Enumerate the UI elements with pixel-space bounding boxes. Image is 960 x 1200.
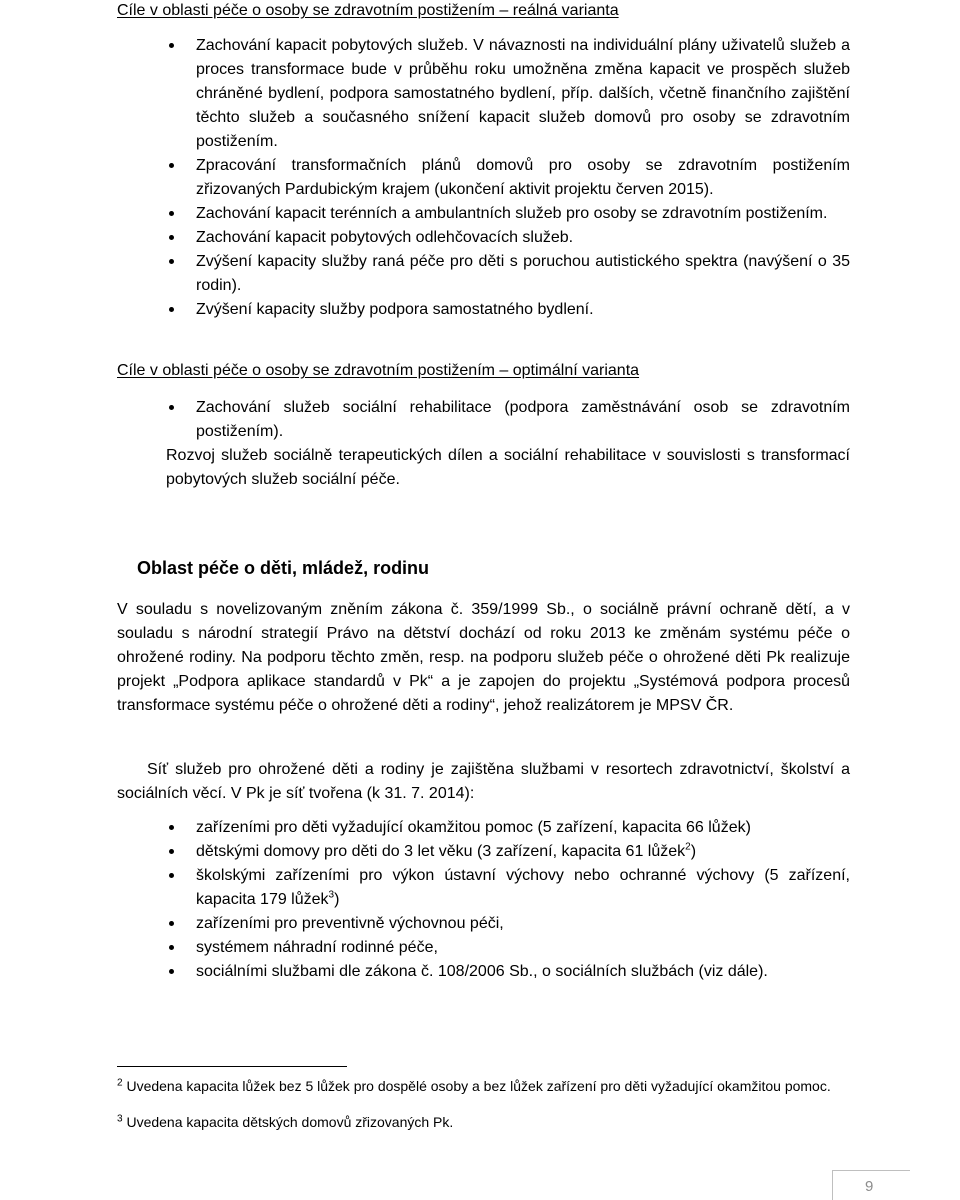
footnote-2 [117, 1078, 850, 1095]
page-number: 9 [865, 1178, 874, 1195]
paragraph-sit-sluzeb [117, 758, 850, 806]
section-heading-optimal: Cíle v oblasti péče o osoby se zdravotním postižením – optimální varianta [117, 362, 640, 379]
section-heading-real: Cíle v oblasti péče o osoby se zdravotním postižením – reálná varianta [117, 2, 619, 19]
footnote-3 [117, 1114, 850, 1131]
list-item [0, 864, 850, 912]
page-number-box [832, 1170, 910, 1200]
footnote-separator [117, 1066, 347, 1067]
page-box-left-border [832, 1170, 833, 1200]
list-item: Zpracování transformačních plánů domovů pro osoby se zdravotním postižením zřizovaných Pardubickým krajem (ukončení aktivit projektu červen 2015). [0, 154, 850, 202]
list-item: Zachování kapacit pobytových služeb. V návaznosti na individuální plány uživatelů služeb a proces transformace bude v průběhu roku umožněna změna kapacit ve prospěch služeb chráněné bydlení, podpora samostatného bydlení, příp. dalších, včetně finančního zajištění těchto služeb a současného snížení kapacit služeb domovů pro osoby se zdravotním postižením. [0, 34, 850, 154]
list-item-text: sociálními službami dle zákona č. 108/2006 Sb., o sociálních službách (viz dále). [196, 963, 768, 980]
list-item [0, 912, 850, 936]
footnote-mark: 3 [117, 1113, 123, 1125]
list-item: Zachování služeb sociální rehabilitace (podpora zaměstnávání osob se zdravotním postižením). [0, 396, 850, 444]
footnote-text: Uvedena kapacita lůžek bez 5 lůžek pro dospělé osoby a bez lůžek zařízení pro děti vyžadující okamžitou pomoc. [126, 1078, 831, 1094]
page-box-top-border [832, 1170, 910, 1171]
bullet-list-optimal [0, 396, 960, 444]
paragraph-rozvoj: Rozvoj služeb sociálně terapeutických dílen a sociální rehabilitace v souvislosti s transformací pobytových služeb sociální péče. [166, 447, 850, 488]
list-item: Zachování kapacit terénních a ambulantních služeb pro osoby se zdravotním postižením. [0, 202, 850, 226]
bullet-list-real [0, 34, 960, 322]
list-item-text: školskými zařízeními pro výkon ústavní výchovy nebo ochranné výchovy (5 zařízení, kapacita 179 lůžek [196, 867, 850, 908]
list-item: Zvýšení kapacity služby raná péče pro děti s poruchou autistického spektra (navýšení o 35 rodin). [0, 250, 850, 298]
list-item-text: zařízeními pro preventivně výchovnou péči, [196, 915, 504, 932]
list-item-text: dětskými domovy pro děti do 3 let věku (3 zařízení, kapacita 61 lůžek [196, 843, 686, 860]
list-item-text: ) [334, 891, 340, 908]
list-item-text: ) [690, 843, 697, 860]
footnote-mark: 2 [117, 1077, 123, 1089]
bullet-list-children [0, 816, 960, 984]
paragraph-novelizace: V souladu s novelizovaným zněním zákona č. 359/1999 Sb., o sociálně právní ochraně dětí, a v souladu s národní strategií Právo na dětství dochází od roku 2013 ke změnám systému péče o ohrožené rodiny. Na podporu těchto změn, resp. na podporu služeb péče o ohrožené děti Pk realizuje projekt „Podpora aplikace standardů v Pk“ a je zapojen do projektu „Systémová podpora procesů transformace systému péče o ohrožené děti a rodiny“, jehož realizátorem je MPSV ČR. [117, 601, 850, 714]
list-item-text: zařízeními pro děti vyžadující okamžitou pomoc (5 zařízení, kapacita 66 lůžek) [196, 819, 751, 836]
list-item-text: systémem náhradní rodinné péče, [196, 939, 438, 956]
list-item: Zvýšení kapacity služby podpora samostatného bydlení. [0, 298, 850, 322]
list-item [0, 936, 850, 960]
section-title-children: Oblast péče o děti, mládež, rodinu [137, 558, 430, 578]
list-item [0, 816, 850, 840]
list-item: Zachování kapacit pobytových odlehčovacích služeb. [0, 226, 850, 250]
list-item [0, 840, 850, 864]
list-item [0, 960, 850, 984]
footnote-ref-3[interactable]: 3 [328, 889, 335, 901]
footnote-text: Uvedena kapacita dětských domovů zřizovaných Pk. [126, 1114, 454, 1130]
paragraph-sit-sluzeb-text: Síť služeb pro ohrožené děti a rodiny je zajištěna službami v resortech zdravotnictví, školství a sociálních věcí. V Pk je síť tvořena (k 31. 7. 2014): [117, 761, 850, 802]
footnote-ref-2[interactable]: 2 [685, 841, 691, 853]
